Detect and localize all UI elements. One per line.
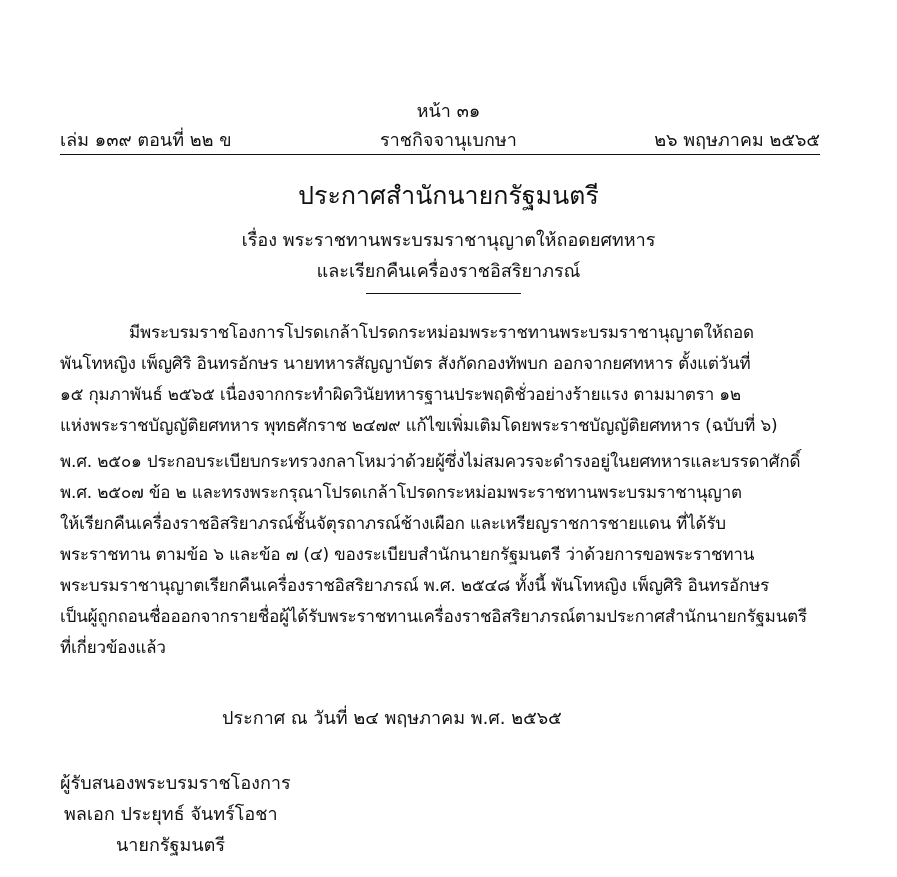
body-line: ๑๕ กุมภาพันธ์ ๒๕๖๕ เนื่องจากกระทำผิดวินัยทหารฐานประพฤติชั่วอย่างร้ายแรง ตามมาตรา ๑๒ — [60, 385, 741, 405]
signer-name: พลเอก ประยุทธ์ จันทร์โอชา — [64, 804, 278, 825]
announcement-date: ประกาศ ณ วันที่ ๒๔ พฤษภาคม พ.ศ. ๒๕๖๕ — [222, 708, 562, 729]
body-line: ที่เกี่ยวข้องแล้ว — [60, 638, 166, 658]
gazette-header — [60, 125, 820, 153]
document-title: ประกาศสำนักนายกรัฐมนตรี — [298, 181, 599, 210]
subject-line-2: และเรียกคืนเครื่องราชอิสริยาภรณ์ — [316, 261, 581, 282]
page-number: หน้า ๓๑ — [416, 101, 481, 122]
body-line: พันโทหญิง เพ็ญศิริ อินทรอักษร นายทหารสัญญาบัตร สังกัดกองทัพบก ออกจากยศทหาร ตั้งแต่วันที่ — [60, 354, 751, 374]
countersign-line: ผู้รับสนองพระบรมราชโองการ — [60, 773, 291, 794]
signer-title: นายกรัฐมนตรี — [116, 835, 225, 856]
body-line: พระบรมราชานุญาตเรียกคืนเครื่องราชอิสริยาภรณ์ พ.ศ. ๒๕๔๘ ทั้งนี้ พันโทหญิง เพ็ญศิริ อินทรอักษร — [60, 576, 770, 596]
header-divider — [60, 154, 820, 155]
body-line: พ.ศ. ๒๕๐๑ ประกอบระเบียบกระทรวงกลาโหมว่าด้วยผู้ซึ่งไม่สมควรจะดำรงอยู่ในยศทหารและบรรดาศักดิ์ — [60, 452, 801, 472]
body-line: ให้เรียกคืนเครื่องราชอิสริยาภรณ์ชั้นจัตุรถาภรณ์ช้างเผือก และเหรียญราชการชายแดน ที่ได้รับ — [60, 514, 726, 534]
body-line: แห่งพระราชบัญญัติยศทหาร พุทธศักราช ๒๔๗๙ แก้ไขเพิ่มเติมโดยพระราชบัญญัติยศทหาร (ฉบับที่ ๖) — [60, 416, 778, 436]
subject-line-1: เรื่อง พระราชทานพระบรมราชานุญาตให้ถอดยศทหาร — [241, 230, 656, 251]
body-line: เป็นผู้ถูกถอนชื่อออกจากรายชื่อผู้ได้รับพระราชทานเครื่องราชอิสริยาภรณ์ตามประกาศสำนักนายกรัฐมนตรี — [60, 607, 807, 627]
publication-date: ๒๖ พฤษภาคม ๒๕๖๕ — [654, 130, 820, 151]
body-line: พระราชทาน ตามข้อ ๖ และข้อ ๗ (๔) ของระเบียบสำนักนายกรัฐมนตรี ว่าด้วยการขอพระราชทาน — [60, 545, 755, 565]
volume-issue: เล่ม ๑๓๙ ตอนที่ ๒๒ ข — [60, 130, 232, 151]
title-divider — [366, 293, 521, 294]
body-line: พ.ศ. ๒๕๐๗ ข้อ ๒ และทรงพระกรุณาโปรดเกล้าโปรดกระหม่อมพระราชทานพระบรมราชานุญาต — [60, 483, 742, 503]
body-line: มีพระบรมราชโองการโปรดเกล้าโปรดกระหม่อมพระราชทานพระบรมราชานุญาตให้ถอด — [129, 323, 754, 343]
gazette-name: ราชกิจจานุเบกษา — [380, 130, 517, 151]
